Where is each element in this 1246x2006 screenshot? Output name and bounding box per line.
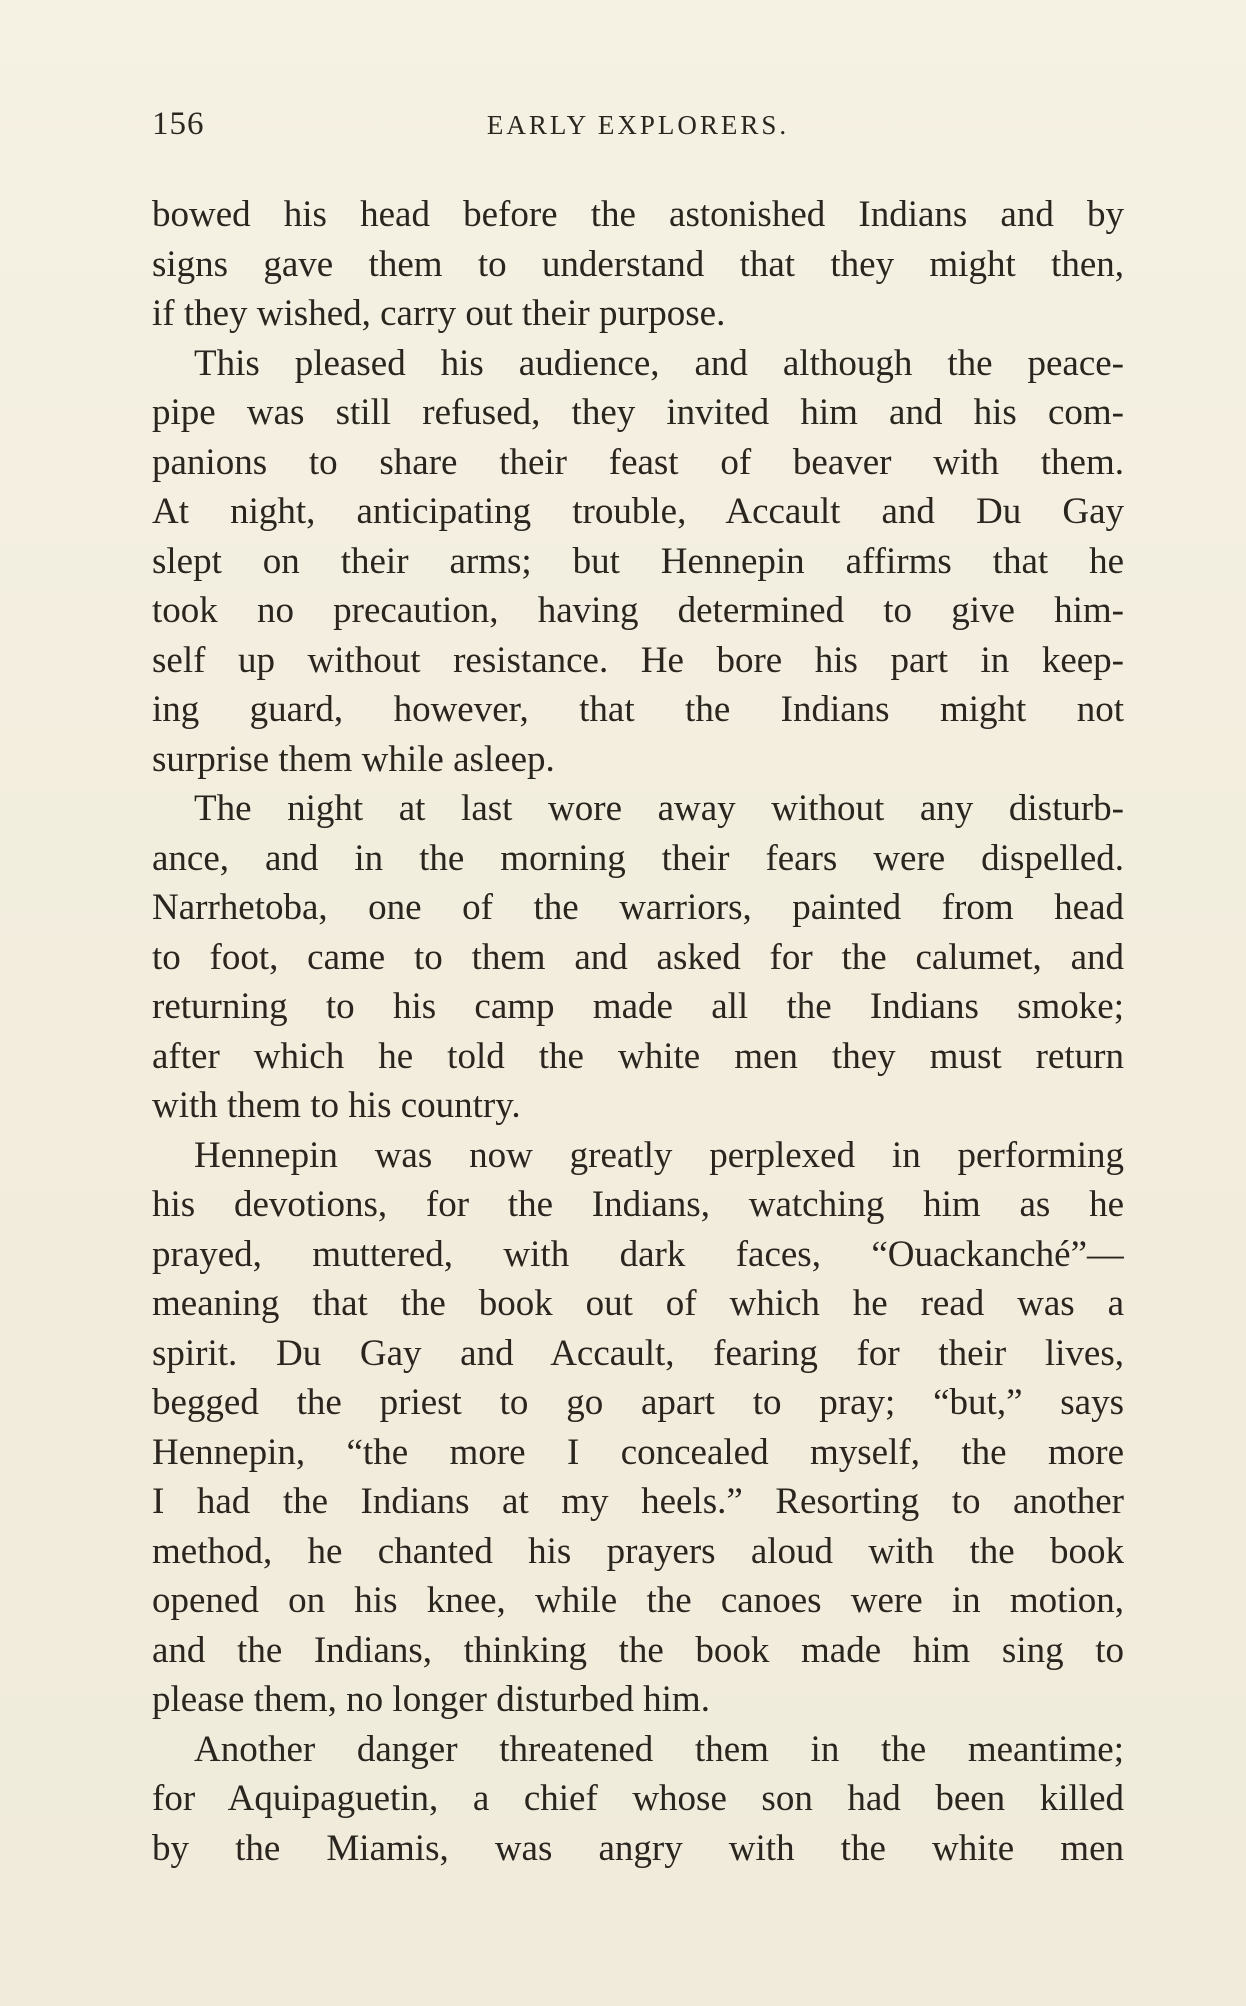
- running-head: EARLY EXPLORERS.: [486, 110, 790, 140]
- text-line: spirit. Du Gay and Accault, fearing for their lives,: [152, 1332, 1124, 1374]
- text-line: slept on their arms; but Hennepin affirms that he: [152, 540, 1124, 582]
- text-line: prayed, muttered, with dark faces, “Ouackanché”—: [152, 1233, 1124, 1275]
- text-line: after which he told the white men they must return: [152, 1035, 1124, 1077]
- text-line: This pleased his audience, and although the peace-: [194, 342, 1124, 384]
- text-line: to foot, came to them and asked for the calumet, and: [152, 936, 1124, 978]
- text-line: ing guard, however, that the Indians might not: [152, 689, 1124, 730]
- text-line: by the Miamis, was angry with the white men: [152, 1827, 1124, 1869]
- text-line: surprise them while asleep.: [152, 738, 555, 780]
- text-line: please them, no longer disturbed him.: [152, 1679, 710, 1720]
- text-line: begged the priest to go apart to pray; “but,” says: [152, 1382, 1124, 1423]
- text-line: his devotions, for the Indians, watching him as he: [152, 1184, 1124, 1225]
- text-line: Narrhetoba, one of the warriors, painted from head: [152, 887, 1124, 928]
- text-line: ance, and in the morning their fears were dispelled.: [152, 837, 1124, 879]
- text-line: for Aquipaguetin, a chief whose son had been killed: [152, 1778, 1124, 1819]
- text-line: meaning that the book out of which he read was a: [152, 1283, 1124, 1324]
- text-line: signs gave them to understand that they might then,: [152, 243, 1124, 285]
- text-line: Hennepin, “the more I concealed myself, the more: [152, 1431, 1124, 1473]
- page-header: [152, 106, 1124, 150]
- text-line: self up without resistance. He bore his part in keep-: [152, 639, 1124, 681]
- text-line: with them to his country.: [152, 1085, 521, 1126]
- text-line: returning to his camp made all the Indians smoke;: [152, 986, 1124, 1027]
- text-line: took no precaution, having determined to give him-: [152, 590, 1124, 631]
- text-line: The night at last wore away without any disturb-: [194, 788, 1124, 829]
- text-line: and the Indians, thinking the book made him sing to: [152, 1629, 1124, 1671]
- text-line: At night, anticipating trouble, Accault and Du Gay: [152, 491, 1124, 532]
- text-line: if they wished, carry out their purpose.: [152, 293, 726, 334]
- text-line: I had the Indians at my heels.” Resorting to another: [152, 1481, 1124, 1522]
- text-line: opened on his knee, while the canoes were in motion,: [152, 1580, 1124, 1621]
- page-number: 156: [152, 106, 205, 142]
- text-line: pipe was still refused, they invited him and his com-: [152, 392, 1124, 433]
- text-line: bowed his head before the astonished Indians and by: [152, 194, 1124, 235]
- text-line: Another danger threatened them in the meantime;: [194, 1728, 1124, 1770]
- body-text: [152, 190, 1124, 1873]
- text-line: method, he chanted his prayers aloud with the book: [152, 1530, 1124, 1572]
- text-line: panions to share their feast of beaver with them.: [152, 441, 1124, 483]
- text-line: Hennepin was now greatly perplexed in performing: [194, 1134, 1124, 1176]
